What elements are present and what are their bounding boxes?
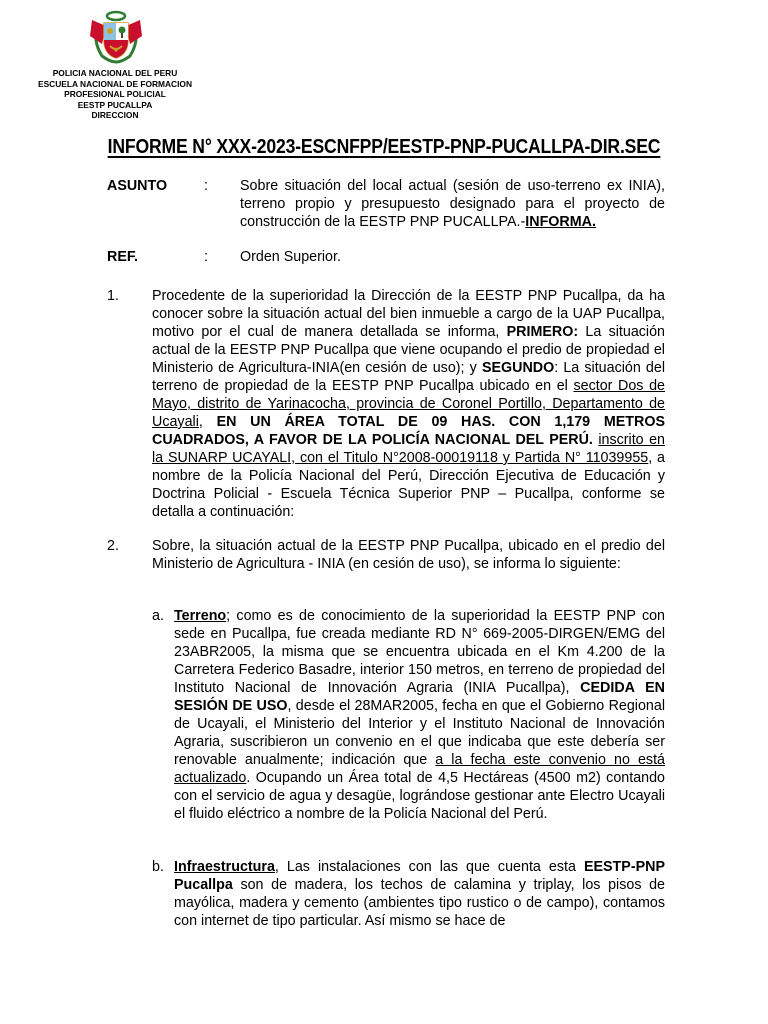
p1-primero: PRIMERO: xyxy=(506,324,579,340)
item-a-letter: a. xyxy=(152,608,164,624)
item-a-text: , desde el 28MAR2005, fecha en que el Gobierno Regional de Ucayali, el Ministerio del Interior y el Instituto Nacional de Innovación Agraria, suscribieron un convenio en el que indicaba que este debería ser renovable anualmente; indicación que xyxy=(174,698,666,768)
ref-colon: : xyxy=(204,249,208,265)
item-b-eestp: EESTP-PNP Pucallpa xyxy=(174,859,665,893)
org-line: PROFESIONAL POLICIAL xyxy=(64,89,166,99)
item-a-heading: Terreno xyxy=(174,608,227,624)
org-line: POLICIA NACIONAL DEL PERU xyxy=(52,68,178,78)
item-a-text: ; como es de conocimiento de la superioridad la EESTP PNP con sede en Pucallpa, fue creada mediante RD N° 669-2005-DIRGEN/EMG del 23ABR2005, la misma que se encuentra ubicada en el Km 4.200 de la Carretera Federico Basadre, interior 150 metros, en terreno de propiedad del Instituto Nacional de Innovación Agraria (INIA Pucallpa), xyxy=(174,608,665,696)
asunto-label: ASUNTO xyxy=(107,178,168,194)
item-b-letter: b. xyxy=(152,859,164,875)
item-a-convenio: a la fecha este convenio no está actualizado xyxy=(174,752,665,786)
p1-text: , a nombre de la Policía Nacional del Perú, Dirección Ejecutiva de Educación y Doctrina Policial - Escuela Técnica Superior PNP – Pucallpa, conforme se detalla a continuación: xyxy=(152,450,665,520)
p1-text: La situación actual de la EESTP PNP Pucallpa que viene ocupando el predio de propiedad el Ministerio de Agricultura-INIA(en cesión de uso); y xyxy=(152,324,665,376)
p1-registry: inscrito en la SUNARP UCAYALI, con el Titulo N°2008-00019118 y Partida N° 11039955 xyxy=(152,432,665,466)
asunto-body: Sobre situación del local actual (sesión de uso-terreno ex INIA), terreno propio y presupuesto designado para el proyecto de construcción de la EESTP PNP PUCALLPA.- xyxy=(240,178,665,230)
item-b-heading: Infraestructura xyxy=(174,859,275,875)
asunto-text xyxy=(240,177,665,231)
item-b-text: son de madera, los techos de calamina y triplay, los pisos de mayólica, madera y cemento (ambientes tipo rustico o de campo), contamos con internet de tipo particular. Así mismo se hace de xyxy=(174,877,665,929)
paragraph-2-number: 2. xyxy=(107,538,119,554)
asunto-colon: : xyxy=(204,178,208,194)
p1-area: EN UN ÁREA TOTAL DE 09 HAS. CON 1,179 METROS CUADRADOS, A FAVOR DE LA POLICÍA NACIONAL DEL PERÚ. xyxy=(152,414,665,448)
p1-text: , xyxy=(198,414,217,430)
paragraph-1 xyxy=(152,287,665,521)
paragraph-1-number: 1. xyxy=(107,288,119,304)
p1-text: Procedente de la superioridad la Dirección de la EESTP PNP Pucallpa, da ha conocer sobre la situación actual del bien inmueble a cargo de la UAP Pucallpa, motivo por el cual de manera detallada se informa, xyxy=(152,288,665,340)
org-line: EESTP PUCALLPA xyxy=(77,99,153,110)
item-b-text: , Las instalaciones con las que cuenta esta xyxy=(274,859,584,875)
item-a-cedida: CEDIDA EN SESIÓN DE USO xyxy=(174,680,665,714)
organization-header xyxy=(20,68,210,121)
report-title-text: INFORME N° XXX-2023-ESCNFPP/EESTP-PNP-PUCALLPA-DIR.SEC xyxy=(107,136,661,158)
item-a-text: . Ocupando un Área total de 4,5 Hectáreas (4500 m2) contando con el servicio de agua y desagüe, lográndose gestionar ante Electro Ucayali el fluido eléctrico a nombre de la Policía Nacional del Perú. xyxy=(174,770,665,822)
org-line: DIRECCION xyxy=(91,110,139,120)
p1-location: sector Dos de Mayo, distrito de Yarinacocha, provincia de Coronel Portillo, Departamento de Ucayali xyxy=(152,378,665,430)
asunto-informa: INFORMA. xyxy=(525,214,596,230)
org-line: ESCUELA NACIONAL DE FORMACION xyxy=(37,78,192,89)
item-b xyxy=(174,858,665,930)
paragraph-2: Sobre, la situación actual de la EESTP PNP Pucallpa, ubicado en el predio del Ministerio de Agricultura - INIA (en cesión de uso), se informa lo siguiente: xyxy=(152,538,665,572)
peru-national-coat-of-arms-icon xyxy=(88,10,144,66)
p1-segundo: SEGUNDO xyxy=(481,360,555,376)
ref-label: REF. xyxy=(107,249,138,265)
ref-text: Orden Superior. xyxy=(240,249,341,265)
item-a xyxy=(174,607,665,823)
p1-text: : La situación del terreno de propiedad de la EESTP PNP Pucallpa ubicado en el xyxy=(152,360,666,394)
report-title xyxy=(46,136,722,159)
